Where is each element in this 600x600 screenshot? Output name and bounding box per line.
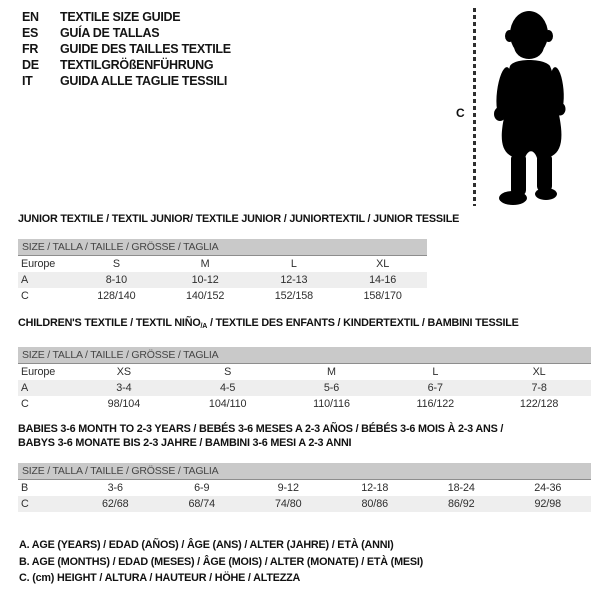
table-title [18, 316, 591, 334]
size-cell: XL [532, 366, 546, 378]
size-cell: 3-6 [107, 482, 123, 494]
size-cell: M [327, 366, 336, 378]
size-cell: 18-24 [447, 482, 475, 494]
size-cell: 86/92 [447, 498, 475, 510]
language-row [22, 41, 231, 57]
footnote: B. AGE (MONTHS) / EDAD (MESES) / ÂGE (MOIS) / ALTER (MONATE) / ETÀ (MESI) [19, 555, 424, 568]
language-title: GUIDA ALLE TAGLIE TESSILI [60, 74, 228, 88]
language-code: EN [22, 10, 39, 24]
size-cell: 4-5 [220, 382, 236, 394]
table-title-segment: CHILDREN'S TEXTILE / TEXTIL NIÑO [18, 317, 201, 329]
table-row [18, 256, 427, 272]
row-label: C [21, 290, 29, 302]
size-cell: 128/140 [97, 290, 136, 302]
size-cell: 3-4 [116, 382, 132, 394]
language-row [22, 73, 231, 89]
row-label: A [21, 274, 29, 286]
row-label: A [21, 382, 29, 394]
size-cell: XS [116, 366, 131, 378]
size-cell: 5-6 [323, 382, 340, 394]
language-code: DE [22, 58, 39, 72]
size-cell: 92/98 [534, 498, 562, 510]
table-row [18, 272, 427, 288]
size-cell: 104/110 [208, 398, 247, 410]
language-code: FR [22, 42, 39, 56]
size-cell: 140/152 [185, 290, 225, 302]
footnote: C. (cm) HEIGHT / ALTURA / HAUTEUR / HÖHE / ALTEZZA [19, 572, 301, 584]
language-row [22, 57, 231, 73]
language-row [22, 9, 231, 25]
size-cell: S [224, 366, 232, 378]
size-cell: 9-12 [277, 482, 299, 494]
size-table-section [18, 212, 460, 304]
size-cell: M [200, 258, 210, 270]
table-title [18, 422, 591, 450]
size-cell: 14-16 [369, 274, 397, 286]
size-cell: 98/104 [107, 398, 141, 410]
footnote: A. AGE (YEARS) / EDAD (AÑOS) / ÂGE (ANS) / ALTER (JAHRE) / ETÀ (ANNI) [19, 539, 394, 551]
row-label: C [21, 498, 29, 510]
size-cell: 10-12 [191, 274, 219, 286]
language-title: TEXTILE SIZE GUIDE [60, 10, 181, 24]
size-cell: 116/122 [416, 398, 455, 410]
size-cell: 12-13 [280, 274, 308, 286]
footnotes [19, 537, 423, 587]
height-measure-line [473, 8, 476, 206]
size-cell: 152/158 [274, 290, 314, 302]
size-cell: 74/80 [274, 498, 302, 510]
language-list [22, 9, 231, 89]
size-cell: L [290, 258, 297, 270]
table-row [18, 380, 591, 396]
size-cell: 24-36 [534, 482, 562, 494]
size-table [18, 256, 427, 304]
size-header-bar: SIZE / TALLA / TAILLE / GRÖSSE / TAGLIA [18, 347, 591, 364]
size-cell: 110/116 [313, 398, 350, 410]
size-cell: 6-9 [194, 482, 210, 494]
height-measure-label: C [456, 106, 465, 120]
table-title [18, 212, 460, 226]
table-title-segment: BABYS 3-6 MONATE BIS 2-3 JAHRE / BAMBINI 3-6 MESI A 2-3 ANNI [18, 437, 352, 449]
table-title-segment: BABIES 3-6 MONTH TO 2-3 YEARS / BEBÉS 3-6 MESES A 2-3 AÑOS / BÉBÉS 3-6 MOIS À 2-3 ANS / [18, 423, 504, 435]
baby-silhouette-icon [484, 8, 580, 208]
table-row [18, 364, 591, 380]
size-table-section [18, 316, 591, 412]
language-row [22, 25, 231, 41]
size-cell: XL [376, 258, 390, 270]
size-cell: 62/68 [101, 498, 129, 510]
table-title-segment: /A [200, 323, 208, 330]
size-table-section [18, 422, 591, 512]
size-table [18, 364, 591, 412]
table-row [18, 496, 591, 512]
language-code: ES [22, 26, 39, 40]
size-cell: 7-8 [531, 382, 547, 394]
table-row [18, 288, 427, 304]
row-label: C [21, 398, 29, 410]
size-cell: 8-10 [105, 274, 127, 286]
size-cell: 80/86 [361, 498, 389, 510]
table-row [18, 480, 591, 496]
table-row [18, 396, 591, 412]
language-title: TEXTILGRÖßENFÜHRUNG [60, 58, 214, 72]
row-label: B [21, 482, 29, 494]
size-header-bar: SIZE / TALLA / TAILLE / GRÖSSE / TAGLIA [18, 463, 591, 480]
size-cell: 158/170 [363, 290, 402, 302]
row-label: Europe [21, 366, 56, 378]
size-cell: 6-7 [427, 382, 443, 394]
size-cell: 68/74 [188, 498, 216, 510]
row-label: Europe [21, 258, 56, 270]
size-cell: 12-18 [361, 482, 389, 494]
size-header-bar: SIZE / TALLA / TAILLE / GRÖSSE / TAGLIA [18, 239, 427, 256]
table-title-segment: JUNIOR TEXTILE / TEXTIL JUNIOR/ TEXTILE JUNIOR / JUNIORTEXTIL / JUNIOR TESSILE [18, 213, 460, 225]
size-cell: 122/128 [519, 398, 559, 410]
size-cell: S [112, 258, 120, 270]
language-title: GUIDE DES TAILLES TEXTILE [60, 42, 231, 56]
size-table [18, 480, 591, 512]
language-code: IT [22, 74, 33, 88]
table-title-segment: / TEXTILE DES ENFANTS / KINDERTEXTIL / BAMBINI TESSILE [207, 317, 519, 329]
language-title: GUÍA DE TALLAS [60, 26, 160, 40]
size-cell: L [432, 366, 439, 378]
